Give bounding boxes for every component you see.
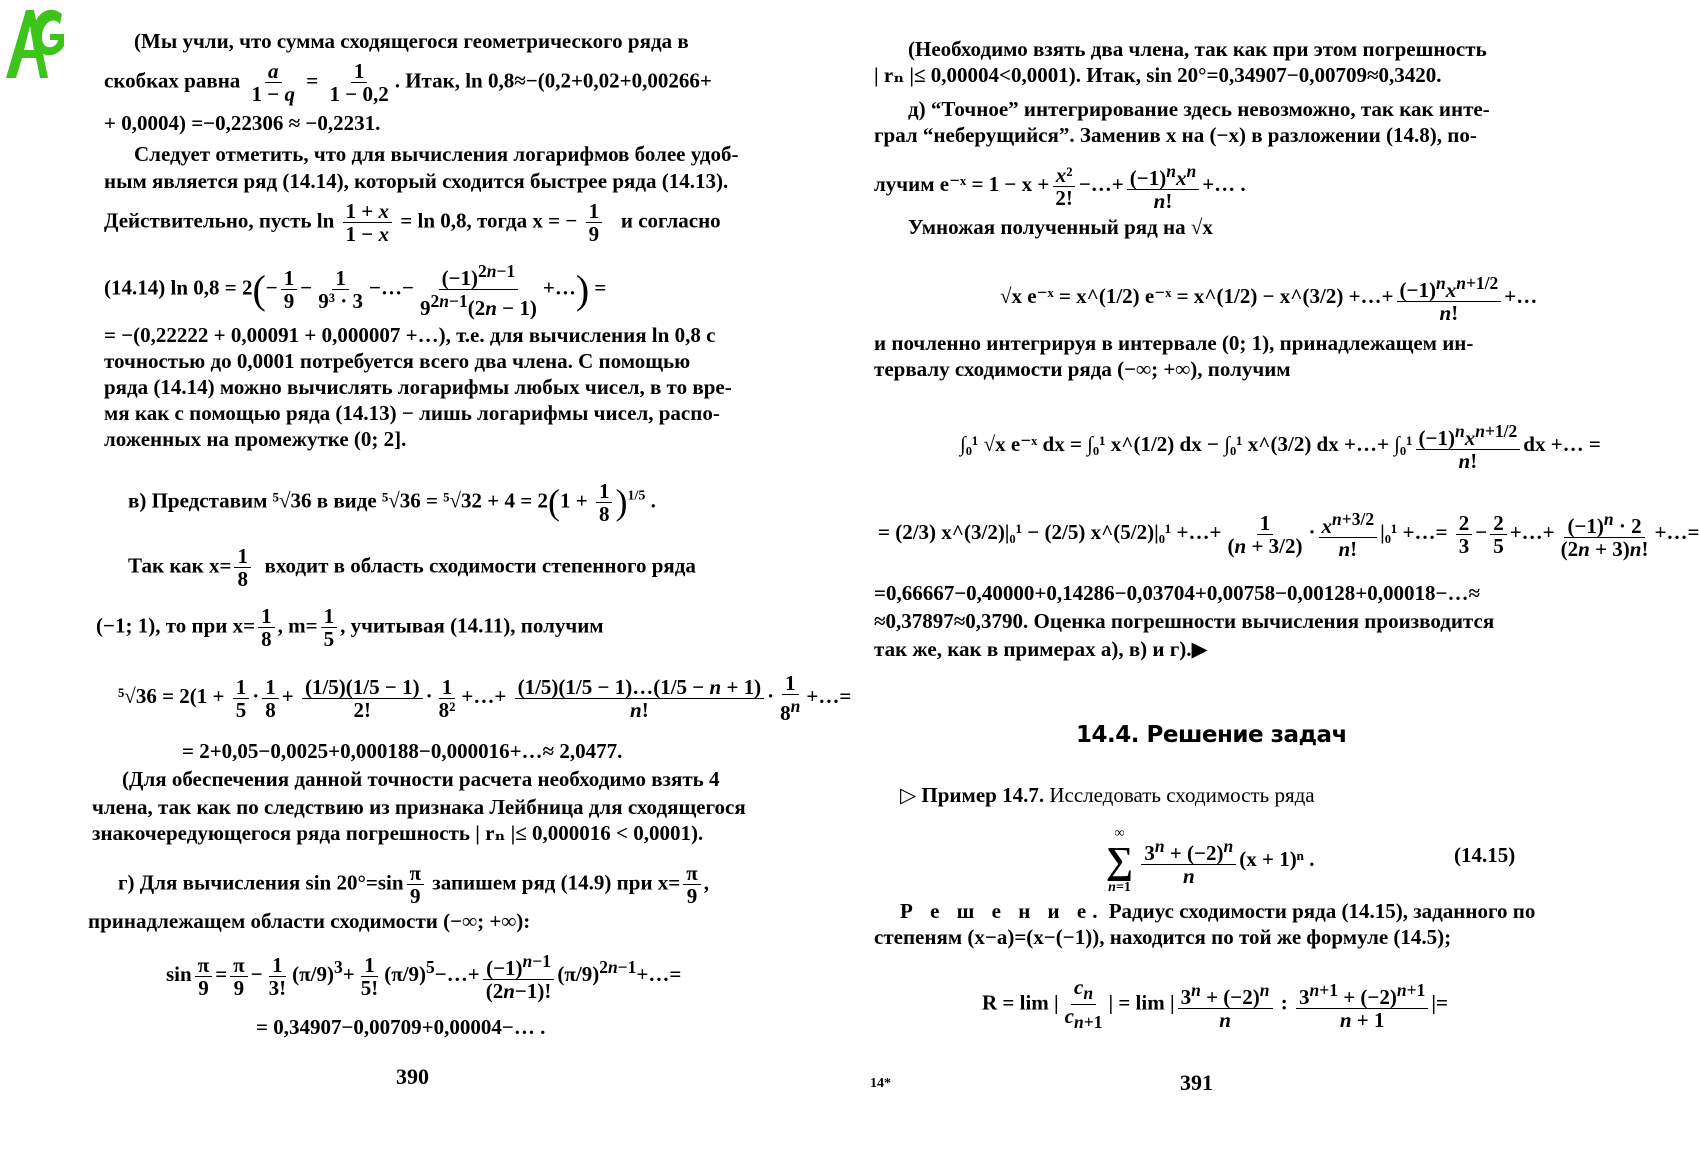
formula: √x e⁻ˣ = x^(1/2) e⁻ˣ = x^(1/2) − x^(3/2) +…+ $(-1)^nx^{n+1/2}$ n! +… [1000,273,1538,325]
text-line: =0,66667−0,40000+0,14286−0,03704+0,00758−0,00128+0,00018−…≈ [874,581,1481,605]
text-line: Действительно, пусть ln $\frac{1 + x}{1 - x}$ = ln 0,8, тогда x = − $\frac{1}{9}$ и согласно [104,199,721,246]
text-line: принадлежащем области сходимости (−∞; +∞): [88,909,531,933]
formula: в) Представим ⁵√36 в виде ⁵√36 = ⁵√32 + 4 = 2(1 + $\frac{1}{8}$ )$^{1/5}$ . [128,479,656,526]
text-line: степеням (x−a)=(x−(−1)), находится по той же формуле (14.5); [874,925,1452,949]
formula: лучим e⁻ˣ = 1 − x + $\frac{\text{x²}}{2!}$ −…+ $(-1)^nx^n$ n! +… . [874,161,1246,213]
formula: sin $\frac{\pi}{9}$ = $\frac{\pi}{9}$ − $\frac{1}{3!}$ $(\pi/9)^3+$ $\frac{1}{5!}$ $(\pi/9)^5-\dots+$ $\frac{(-1)^{n-1}}{(2n-1)!}$ $(\pi/9)^{2n-1}+\dots=$ [166,951,682,1003]
text-line: + 0,0004) =−0,22306 ≈ −0,2231. [104,111,381,135]
text-line: д) “Точное” интегрирование здесь невозможно, так как инте- [908,97,1490,121]
footer-mark: 14* [870,1076,891,1091]
text-line: = 0,34907−0,00709+0,00004−… . [256,1015,546,1039]
text-line: ложенных на промежутке (0; 2]. [104,427,407,451]
text-line: грал “неберущийся”. Заменив x на (−x) в разложении (14.8), по- [874,123,1477,147]
text-line: скобках равна $\frac{a}{1 - q}$ = $\frac{1}{1 - 0,2}$ . Итак, ln 0,8≈−(0,2+0,02+0,00266+ [104,59,712,106]
formula: ∫₀¹ √x e⁻ˣ dx = ∫₀¹ x^(1/2) dx − ∫₀¹ x^(3/2) dx +…+ ∫₀¹ $(-1)^nx^{n+1/2}$ n! dx +… = [960,421,1601,473]
formula: ⁵√36 = 2(1 + $\frac{1}{5}$ · $\frac{1}{8}$ + $\frac{(1/5)(1/5 - 1)}{2!}$ · $\frac{1}{\text{8²}}$ +…+ $\frac{(1/5)(1/5 - 1)\dots(1/5 - n + 1)}{n!}$ · $\frac{1}{8^n}$ +…= [118,671,852,725]
text-line: точностью до 0,0001 потребуется всего два члена. С помощью [104,349,691,373]
right-page [860,0,1699,1161]
text-line: мя как с помощью ряда (14.13) − лишь логарифмы чисел, распо- [104,401,720,425]
text-line: (−1; 1), то при x= $\frac{1}{8}$ , m= $\frac{1}{5}$ , учитывая (14.11), получим [96,604,604,651]
text-line: и почленно интегрируя в интервале (0; 1), принадлежащем ин- [874,331,1474,355]
section-heading: 14.4. Решение задач [1076,722,1347,748]
text-line: тервалу сходимости ряда (−∞; +∞), получим [874,357,1291,381]
text-line: = 2+0,05−0,0025+0,000188−0,000016+…≈ 2,0477. [182,739,623,763]
equation-number: (14.15) [1454,843,1516,867]
text-line: (Для обеспечения данной точности расчета необходимо взять 4 [122,767,720,791]
text-line: знакочередующегося ряда погрешность | rₙ |≤ 0,000016 < 0,0001). [92,821,704,845]
text-line: (Необходимо взять два члена, так как при этом погрешность [908,37,1487,61]
formula: R = lim | $\frac{c_n}{c_{n+1}}$ | = lim | $\frac{3^n + (-2)^n}{n}$ : $\frac{3^{n+1} + (-2)^{n+1}}{n + 1}$ |= [982,975,1448,1033]
text-line: г) Для вычисления sin 20°=sin $\frac{\pi}{9}$ запишем ряд (14.9) при x= $\frac{\pi}{9}$ , [118,861,710,908]
text-line: Умножая полученный ряд на √x [908,215,1213,239]
formula: (14.14) ln 0,8 = 2(− $\frac{1}{9}$ − $\frac{1}{\text{9³ · 3}}$ −…− $\frac{(-1)^{2n-1}}{9^{2n-1}(2n - 1)}$ +…) = [104,261,607,320]
formula: ∞ ∑ n=1 $\frac{3^n + (-2)^n}{n}$ (x + 1)ⁿ . [1106,826,1315,895]
text-line: Так как x= $\frac{1}{8}$ входит в область сходимости степенного ряда [128,544,696,591]
text-line: члена, так как по следствию из признака Лейбница для сходящегося [92,795,746,819]
page-number: 390 [396,1064,429,1089]
text-line: ряда (14.14) можно вычислять логарифмы любых чисел, в то вре- [104,375,732,399]
text-line: ным является ряд (14.14), который сходится быстрее ряда (14.13). [104,169,729,193]
text-line: Следует отметить, что для вычисления логарифмов более удоб- [134,142,739,166]
text-line: (Мы учли, что сумма сходящегося геометрического ряда в [134,29,689,53]
text-line: так же, как в примерах а), в) и г).▶ [874,637,1208,661]
text-line: | rₙ |≤ 0,00004<0,0001). Итак, sin 20°=0,34907−0,00709≈0,3420. [874,63,1442,87]
text-line: = −(0,22222 + 0,00091 + 0,000007 +…), т.е. для вычисления ln 0,8 с [104,323,716,347]
text-line: Р е ш е н и е. Радиус сходимости ряда (14.15), заданного по [900,899,1536,923]
page-number: 391 [1180,1070,1213,1095]
text-line: ▷ Пример 14.7. Исследовать сходимость ряда [900,783,1315,807]
text-line: ≈0,37897≈0,3790. Оценка погрешности вычисления производится [874,609,1495,633]
formula: = (2/3) x^(3/2)|₀¹ − (2/5) x^(5/2)|₀¹ +…+ $\frac{1}{(n + 3/2)}$ · $\frac{x^{n+3/2}}{n!}$ |₀¹ +…= $\frac{2}{3}$ − $\frac{2}{5}$ +…+ $\frac{(-1)^n \cdot 2}{(2n + 3)n!}$ +…= [878,509,1699,561]
